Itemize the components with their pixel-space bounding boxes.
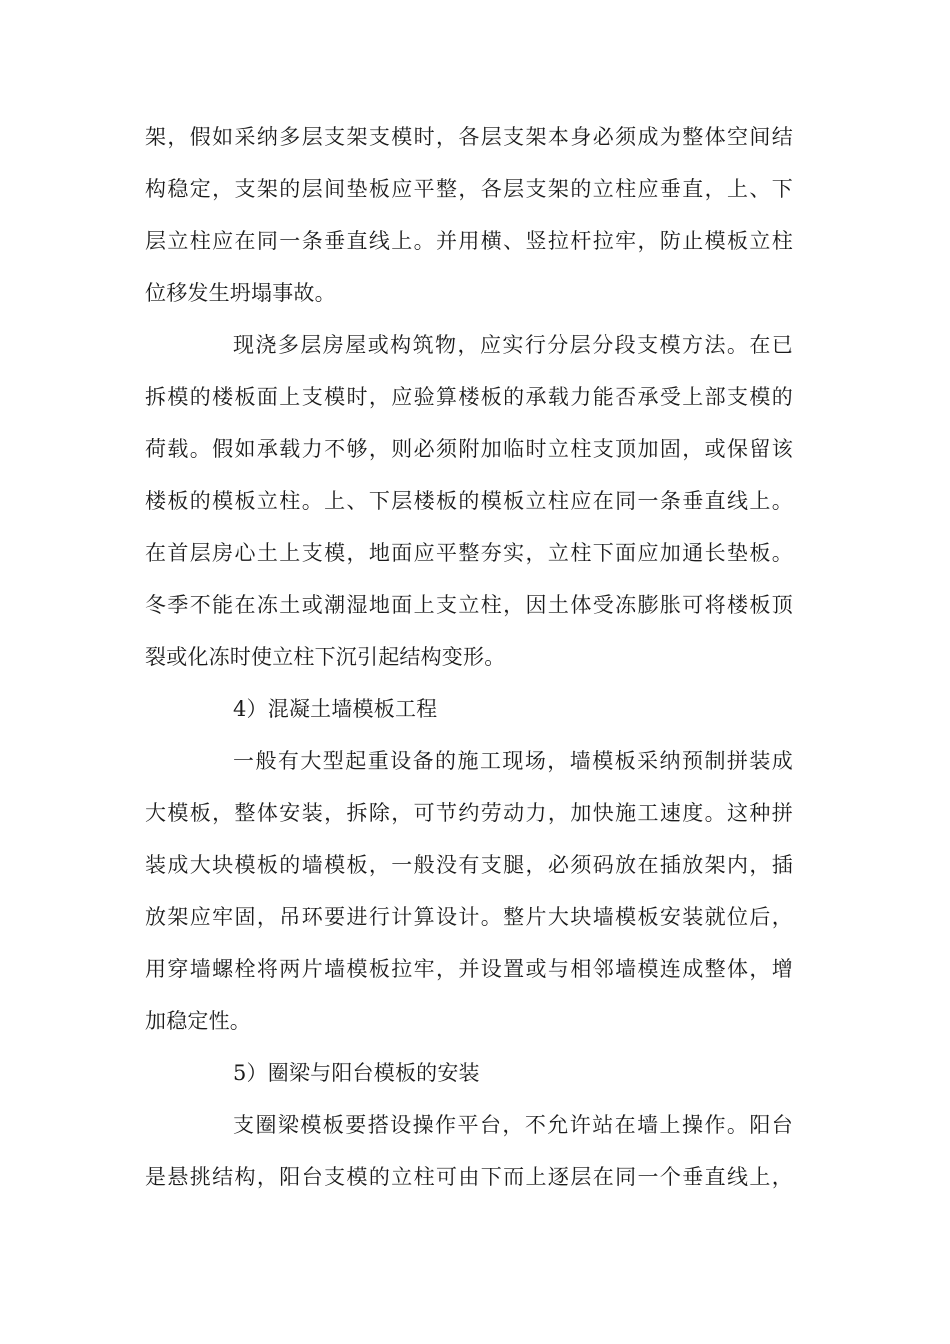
section-heading: 4）混凝土墙模板工程	[233, 697, 438, 721]
paragraph-line: 大模板，整体安装，拆除，可节约劳动力，加快施工速度。这种拼	[145, 801, 793, 825]
paragraph-line: 冬季不能在冻土或潮湿地面上支立柱，因土体受冻膨胀可将楼板顶	[145, 593, 793, 617]
paragraph-line: 加稳定性。	[145, 1009, 251, 1033]
paragraph-line: 构稳定，支架的层间垫板应平整，各层支架的立柱应垂直，上、下	[145, 177, 793, 201]
paragraph-line: 位移发生坍塌事故。	[145, 281, 336, 305]
paragraph-line: 一般有大型起重设备的施工现场，墙模板采纳预制拼装成	[233, 749, 793, 773]
paragraph-line: 楼板的模板立柱。上、下层楼板的模板立柱应在同一条垂直线上。	[145, 489, 793, 513]
paragraph-line: 架，假如采纳多层支架支模时，各层支架本身必须成为整体空间结	[145, 125, 793, 149]
paragraph-line: 支圈梁模板要搭设操作平台，不允许站在墙上操作。阳台	[233, 1113, 793, 1137]
paragraph-line: 放架应牢固，吊环要进行计算设计。整片大块墙模板安装就位后，	[145, 905, 793, 929]
section-heading: 5）圈梁与阳台模板的安装	[233, 1061, 480, 1085]
paragraph-line: 荷载。假如承载力不够，则必须附加临时立柱支顶加固，或保留该	[145, 437, 793, 461]
paragraph-line: 在首层房心土上支模，地面应平整夯实，立柱下面应加通长垫板。	[145, 541, 793, 565]
paragraph-line: 是悬挑结构，阳台支模的立柱可由下而上逐层在同一个垂直线上，	[145, 1165, 793, 1189]
paragraph-line: 层立柱应在同一条垂直线上。并用横、竖拉杆拉牢，防止模板立柱	[145, 229, 793, 253]
paragraph-line: 用穿墙螺栓将两片墙模板拉牢，并设置或与相邻墙模连成整体，增	[145, 957, 793, 981]
paragraph-line: 装成大块模板的墙模板，一般没有支腿，必须码放在插放架内，插	[145, 853, 793, 877]
paragraph-line: 拆模的楼板面上支模时，应验算楼板的承载力能否承受上部支模的	[145, 385, 793, 409]
paragraph-line: 现浇多层房屋或构筑物，应实行分层分段支模方法。在已	[233, 333, 793, 357]
paragraph-line: 裂或化冻时使立柱下沉引起结构变形。	[145, 645, 506, 669]
